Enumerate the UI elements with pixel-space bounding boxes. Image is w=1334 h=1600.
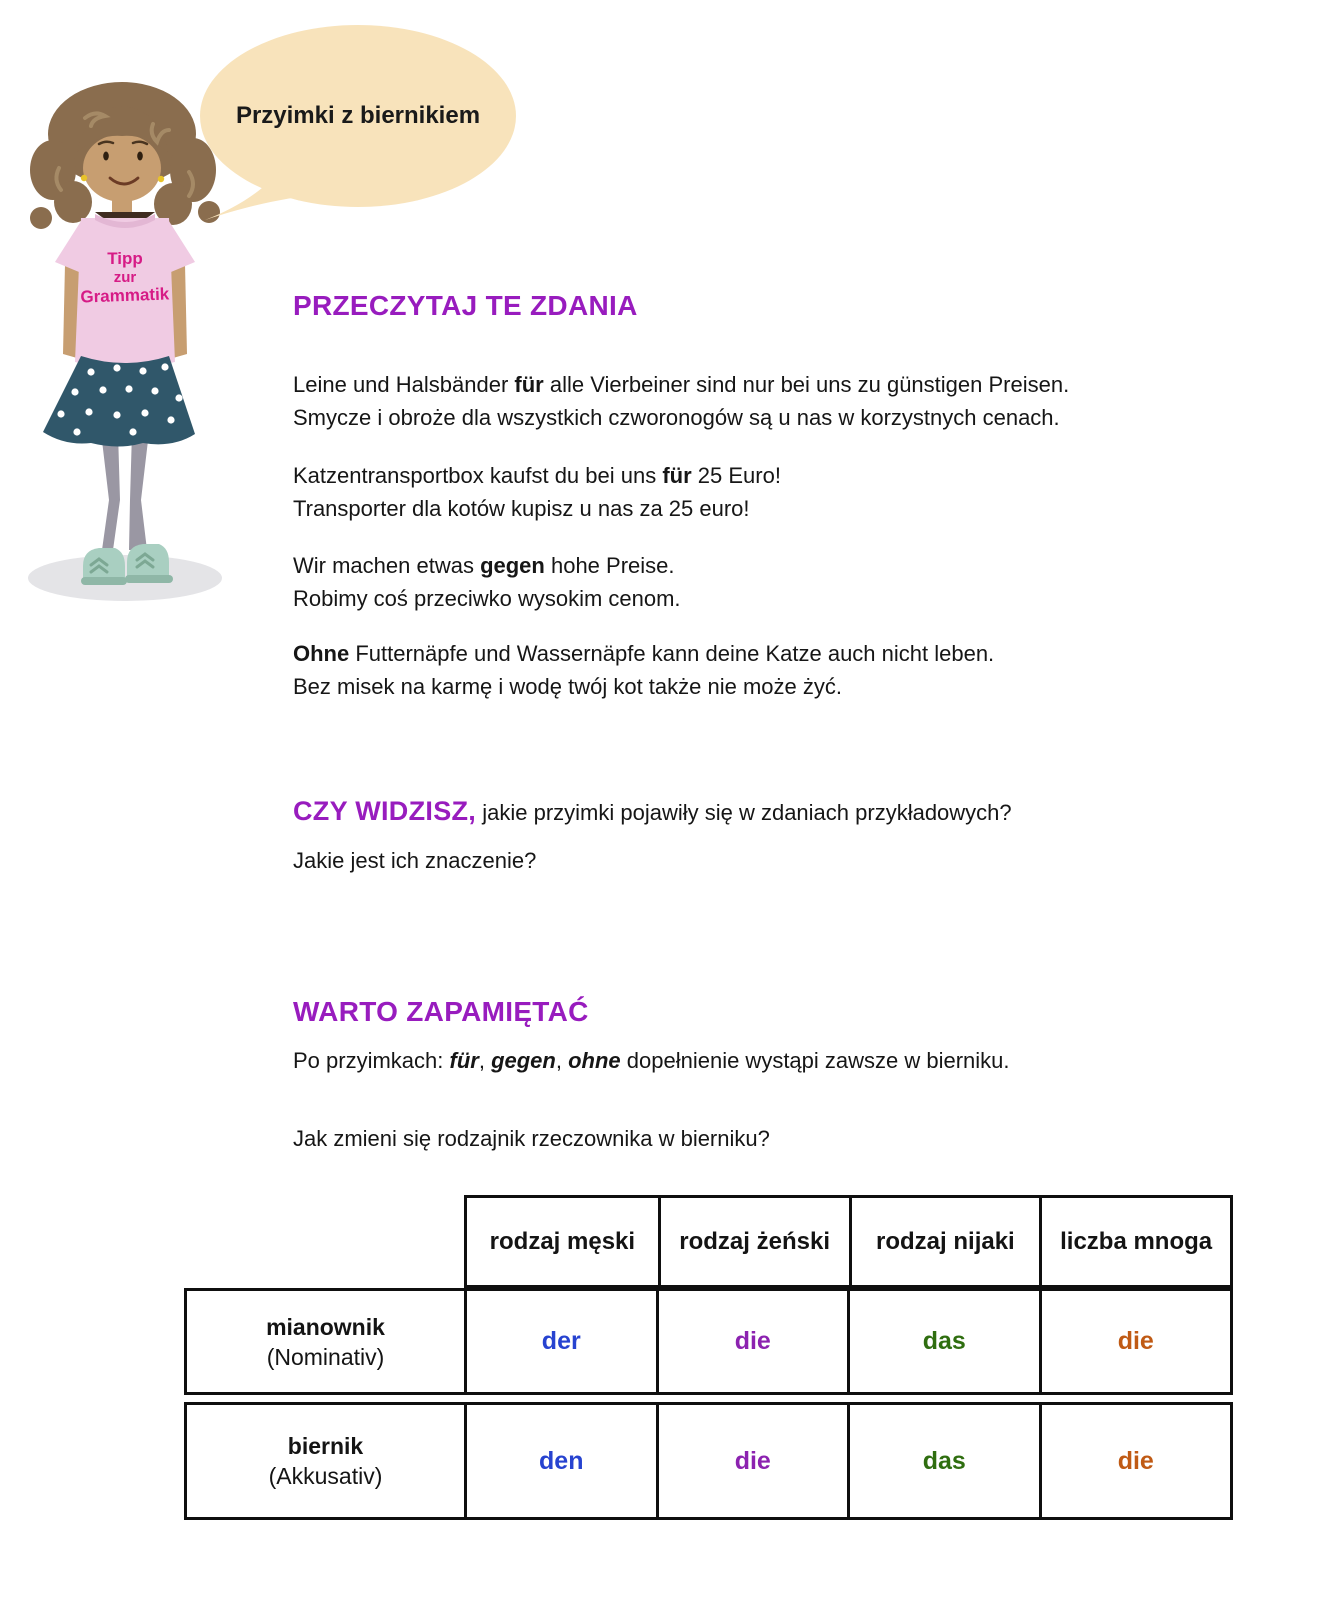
rule-word-fur: für	[449, 1048, 479, 1073]
example-pair-2	[293, 459, 1233, 525]
row-label-nominative	[187, 1291, 464, 1392]
column-header-feminine: rodzaj żeński	[658, 1198, 849, 1285]
column-header-plural: liczba mnoga	[1039, 1198, 1230, 1285]
table-row-nominative	[184, 1288, 1233, 1395]
sentence-de	[293, 368, 1233, 401]
de-text: hohe Preise.	[544, 553, 675, 578]
remember-rule	[293, 1044, 1233, 1077]
article-cell	[1039, 1405, 1231, 1517]
de-text: Leine und Halsbänder	[293, 372, 515, 397]
face	[83, 134, 161, 202]
article-value: die	[734, 1327, 771, 1355]
see-question-2: Jakie jest ich znaczenie?	[293, 848, 537, 873]
sentence-de	[293, 459, 1233, 492]
article-cell	[656, 1405, 848, 1517]
de-text: Futternäpfe und Wassernäpfe kann deine Katze auch nicht leben.	[349, 641, 995, 666]
sentence-de	[293, 637, 1233, 670]
shirt-line-1: Tipp	[107, 249, 143, 268]
table-row-accusative	[184, 1402, 1233, 1520]
article-cell	[464, 1405, 656, 1517]
rule-text: ,	[478, 1048, 492, 1073]
article-value: das	[922, 1327, 966, 1355]
example-pair-4	[293, 637, 1233, 703]
section-heading-read: PRZECZYTAJ TE ZDANIA	[293, 290, 638, 321]
speech-bubble-text: Przyimki z biernikiem	[235, 102, 481, 129]
row-label-sub: (Akkusativ)	[268, 1463, 383, 1489]
de-text: alle Vierbeiner sind nur bei uns zu günstigen Preisen.	[543, 372, 1070, 397]
de-bold-word: für	[662, 463, 692, 488]
sentence-pl: Smycze i obroże dla wszystkich czworonogów są u nas w korzystnych cenach.	[293, 405, 1060, 430]
sentence-de	[293, 549, 1233, 582]
section-heading-see: CZY WIDZISZ,	[293, 796, 477, 826]
see-question-rest: jakie przyimki pojawiły się w zdaniach przykładowych?	[476, 800, 1012, 825]
article-value: das	[922, 1446, 966, 1475]
example-pair-1	[293, 368, 1233, 434]
column-header-neuter: rodzaj nijaki	[849, 1198, 1040, 1285]
de-text: Wir machen etwas	[293, 553, 481, 578]
example-pair-3	[293, 549, 1233, 615]
article-value: die	[734, 1446, 771, 1475]
article-cell	[847, 1405, 1039, 1517]
shirt-line-2: zur	[113, 269, 137, 286]
section-heading-remember: WARTO ZAPAMIĘTAĆ	[293, 996, 589, 1027]
row-label-sub: (Nominativ)	[266, 1343, 385, 1370]
table-question: Jak zmieni się rodzajnik rzeczownika w bierniku?	[293, 1126, 770, 1151]
shirt-line-3: Grammatik	[80, 284, 170, 307]
article-table-header	[464, 1195, 1233, 1288]
eye-right	[137, 152, 143, 161]
legs	[101, 432, 149, 550]
rule-word-ohne: ohne	[568, 1048, 621, 1073]
row-label-name: biernik	[287, 1433, 364, 1459]
de-bold-word: Ohne	[293, 641, 350, 666]
de-bold-word: für	[514, 372, 544, 397]
de-text: 25 Euro!	[691, 463, 781, 488]
article-value: die	[1117, 1327, 1154, 1355]
sentence-pl: Transporter dla kotów kupisz u nas za 25 euro!	[293, 496, 750, 521]
article-cell	[1039, 1291, 1231, 1392]
de-text: Katzentransportbox kaufst du bei uns	[293, 463, 663, 488]
article-cell	[464, 1291, 656, 1392]
skirt	[43, 356, 195, 447]
sentence-pl: Robimy coś przeciwko wysokim cenom.	[293, 586, 681, 611]
article-value: den	[539, 1446, 584, 1475]
article-value: die	[1117, 1446, 1154, 1475]
shoes	[81, 544, 173, 585]
row-label-name: mianownik	[266, 1313, 385, 1340]
column-header-masculine: rodzaj męski	[489, 1227, 636, 1255]
sentence-pl: Bez misek na karmę i wodę twój kot także nie może żyć.	[293, 674, 842, 699]
speech-bubble-tail	[195, 148, 345, 233]
rule-text: Po przyimkach:	[293, 1048, 450, 1073]
see-question-line	[293, 795, 1233, 829]
rule-text: ,	[555, 1048, 569, 1073]
earring-left	[81, 175, 87, 181]
de-bold-word: gegen	[480, 553, 545, 578]
article-cell	[656, 1291, 848, 1392]
article-cell	[847, 1291, 1039, 1392]
article-value: der	[541, 1327, 581, 1355]
eye-left	[103, 152, 109, 161]
section-see	[293, 795, 1233, 829]
row-label-accusative	[187, 1405, 464, 1517]
rule-text: dopełnienie wystąpi zawsze w bierniku.	[620, 1048, 1010, 1073]
rule-word-gegen: gegen	[491, 1048, 556, 1073]
earring-right	[158, 176, 164, 182]
